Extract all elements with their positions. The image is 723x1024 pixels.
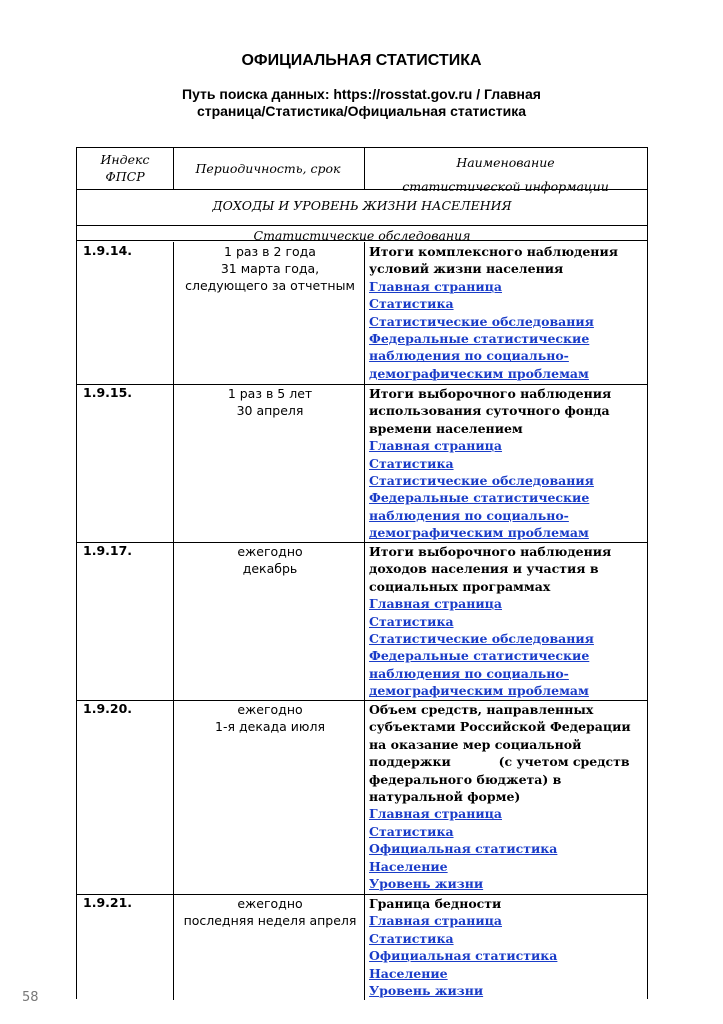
row-name [369, 543, 644, 700]
row-period [175, 243, 365, 294]
header-divider-1 [173, 148, 174, 189]
statistics-table [76, 147, 648, 999]
row-divider-1 [173, 242, 174, 384]
row-link[interactable]: Главная страница [369, 278, 503, 294]
row-name-line: Итоги выборочного наблюдения [369, 544, 612, 559]
row-link[interactable]: Население [369, 965, 448, 981]
row-link[interactable]: Население [369, 858, 448, 874]
row-link[interactable]: Главная страница [369, 596, 503, 612]
row-name-line: доходов населения и участия в [369, 561, 599, 577]
header-period: Периодичность, срок [195, 161, 341, 176]
row-link[interactable]: наблюдения по социально- [369, 665, 569, 681]
page-title: ОФИЦИАЛЬНАЯ СТАТИСТИКА [241, 52, 482, 69]
search-path-line-2: страница/Статистика/Официальная статистика [196, 103, 527, 119]
row-link[interactable]: Главная страница [369, 913, 503, 929]
row-period-line: ежегодно [237, 702, 303, 717]
header-index [77, 151, 173, 185]
row-name-line: федерального бюджета) в [369, 771, 562, 787]
row-name-line: времени населением [369, 420, 523, 436]
row-name-line: Итоги комплексного наблюдения [369, 244, 618, 259]
row-divider-1 [173, 542, 174, 700]
header-index-line-2: ФПСР [105, 169, 145, 184]
header-divider-2 [364, 148, 365, 189]
row-period [175, 701, 365, 735]
row-link[interactable]: наблюдения по социально- [369, 348, 569, 364]
row-period-line: декабрь [242, 561, 298, 576]
subsection-title: Статистические обследования [253, 228, 471, 243]
row-period [175, 385, 365, 419]
row-index: 1.9.14. [83, 243, 133, 258]
row-period-line: последняя неделя апреля [183, 913, 357, 928]
row-link[interactable]: демографическим проблемам [369, 525, 589, 541]
row-index: 1.9.15. [83, 385, 133, 400]
row-link[interactable]: Главная страница [369, 438, 503, 454]
row-period-line: 30 апреля [236, 403, 304, 418]
row-name-line: Итоги выборочного наблюдения [369, 386, 612, 401]
row-name-line: субъектами Российской Федерации [369, 719, 631, 735]
row-link[interactable]: Статистические обследования [369, 313, 594, 329]
row-link[interactable]: Статистика [369, 613, 454, 629]
row-name-line: социальных программах [369, 578, 551, 594]
row-link[interactable]: Официальная статистика [369, 948, 558, 964]
row-link[interactable]: Статистика [369, 823, 454, 839]
row-index: 1.9.20. [83, 701, 133, 716]
row-name [369, 243, 644, 382]
row-name [369, 701, 644, 892]
row-name-line: Граница бедности [369, 896, 502, 911]
row-link[interactable]: Статистические обследования [369, 473, 594, 489]
row-name-line: поддержки (с учетом средств [369, 754, 630, 770]
row-link[interactable]: демографическим проблемам [369, 683, 589, 699]
row-link[interactable]: Статистика [369, 296, 454, 312]
row-link[interactable]: Уровень жизни [369, 876, 484, 892]
row-name-line: натуральной форме) [369, 789, 521, 805]
row-period-line: ежегодно [237, 896, 303, 911]
section-title: ДОХОДЫ И УРОВЕНЬ ЖИЗНИ НАСЕЛЕНИЯ [212, 198, 512, 213]
row-period-line: следующего за отчетным [185, 278, 355, 293]
row-name [369, 895, 644, 999]
row-period-line: 1 раз в 2 года [224, 244, 316, 259]
row-period [175, 543, 365, 577]
row-link[interactable]: Уровень жизни [369, 983, 484, 999]
search-path [100, 86, 623, 120]
row-name-line: использования суточного фонда [369, 403, 610, 419]
row-divider-1 [173, 894, 174, 1000]
row-link[interactable]: наблюдения по социально- [369, 507, 569, 523]
row-period-line: 1-я декада июля [215, 719, 325, 734]
header-index-line-1: Индекс [100, 152, 150, 167]
row-link[interactable]: Статистика [369, 930, 454, 946]
row-link[interactable]: Статистика [369, 455, 454, 471]
row-divider-1 [173, 700, 174, 894]
header-name-line-2: статистической информации [402, 179, 609, 194]
row-period-line: ежегодно [237, 544, 303, 559]
row-period-line: 31 марта года, [220, 261, 320, 276]
row-name-line: условий жизни населения [369, 261, 564, 277]
row-name-line: на оказание мер социальной [369, 736, 582, 752]
row-period [175, 895, 365, 929]
row-link[interactable]: Официальная статистика [369, 841, 558, 857]
search-path-line-1: Путь поиска данных: https://rosstat.gov.ru / Главная [182, 86, 541, 102]
row-index: 1.9.17. [83, 543, 133, 558]
row-name-line: Объем средств, направленных [369, 702, 594, 717]
row-link[interactable]: Федеральные статистические [369, 648, 590, 664]
row-link[interactable]: Главная страница [369, 806, 503, 822]
row-period-line: 1 раз в 5 лет [227, 386, 313, 401]
page-number: 58 [22, 990, 39, 1005]
row-link[interactable]: Федеральные статистические [369, 331, 590, 347]
row-index: 1.9.21. [83, 895, 133, 910]
subsection-bottom-border [77, 240, 647, 241]
row-divider-1 [173, 384, 174, 542]
section-bottom-border [77, 225, 647, 226]
row-link[interactable]: Федеральные статистические [369, 490, 590, 506]
header-bottom-border [77, 189, 647, 190]
header-name [364, 151, 647, 199]
row-name [369, 385, 644, 542]
row-link[interactable]: демографическим проблемам [369, 365, 589, 381]
header-name-line-1: Наименование [456, 155, 555, 170]
row-link[interactable]: Статистические обследования [369, 631, 594, 647]
